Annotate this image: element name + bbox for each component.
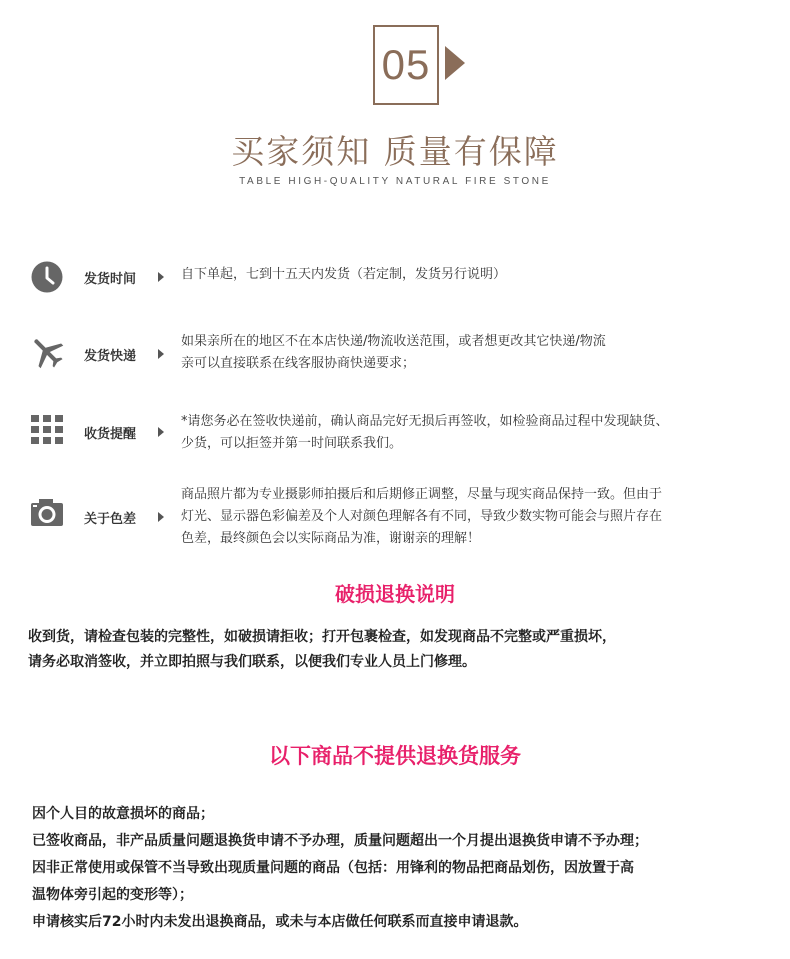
list-item: 已签收商品，非产品质量问题退换货申请不予办理，质量问题超出一个月提出退换货申请不予办理；: [32, 833, 648, 849]
info-line: 如果亲所在的地区不在本店快递/物流收送范围，或者想更改其它快递/物流: [181, 334, 606, 349]
chevron-right-icon: [158, 272, 164, 282]
list-item: 申请核实后72小时内未发出退换商品，或未与本店做任何联系而直接申请退款。: [32, 914, 528, 930]
info-line: 自下单起，七到十五天内发货（若定制，发货另行说明）: [181, 267, 507, 282]
info-line: *请您务必在签收快递前，确认商品完好无损后再签收，如检验商品过程中发现缺货、: [181, 414, 669, 429]
info-label: 发货快递: [84, 349, 137, 364]
list-item: 因个人目的故意损坏的商品；: [32, 806, 214, 822]
damage-section-title: 破损退换说明: [335, 582, 455, 606]
damage-section-text: [28, 625, 778, 675]
no-return-list: [32, 801, 782, 936]
page-title: 买家须知 质量有保障: [231, 132, 559, 171]
play-arrow-icon: [445, 46, 465, 80]
info-label: 发货时间: [84, 272, 137, 287]
info-label: 收货提醒: [84, 427, 137, 442]
info-label: 关于色差: [84, 512, 137, 527]
airplane-icon: [30, 335, 64, 369]
info-text: [181, 331, 771, 375]
chevron-right-icon: [158, 512, 164, 522]
no-return-section-title: 以下商品不提供退换货服务: [269, 744, 521, 768]
chevron-right-icon: [158, 349, 164, 359]
chevron-right-icon: [158, 427, 164, 437]
info-text: [181, 484, 771, 550]
list-item: 因非正常使用或保管不当导致出现质量问题的商品（包括：用锋利的物品把商品划伤，因放置于高: [32, 860, 634, 876]
page-subtitle: TABLE HIGH-QUALITY NATURAL FIRE STONE: [239, 176, 551, 187]
section-number-box: [373, 25, 439, 105]
info-text: [181, 264, 771, 286]
info-line: 亲可以直接联系在线客服协商快递要求；: [181, 356, 416, 371]
info-line: 灯光、显示器色彩偏差及个人对颜色理解各有不同，导致少数实物可能会与照片存在: [181, 509, 663, 524]
info-line: 少货，可以拒签并第一时间联系我们。: [181, 436, 403, 451]
clock-icon: [30, 260, 64, 294]
camera-icon: [30, 496, 64, 530]
info-text: [181, 411, 771, 455]
damage-line: 请务必取消签收，并立即拍照与我们联系，以便我们专业人员上门修理。: [28, 654, 476, 670]
info-line: 色差，最终颜色会以实际商品为准，谢谢亲的理解！: [181, 531, 481, 546]
info-line: 商品照片都为专业摄影师拍摄后和后期修正调整，尽量与现实商品保持一致。但由于: [181, 487, 663, 502]
list-item: 温物体旁引起的变形等）；: [32, 887, 193, 903]
grid-icon: [30, 414, 64, 448]
section-number: 05: [381, 41, 431, 88]
damage-line: 收到货，请检查包装的完整性，如破损请拒收；打开包裹检查，如发现商品不完整或严重损坏，: [28, 629, 616, 645]
